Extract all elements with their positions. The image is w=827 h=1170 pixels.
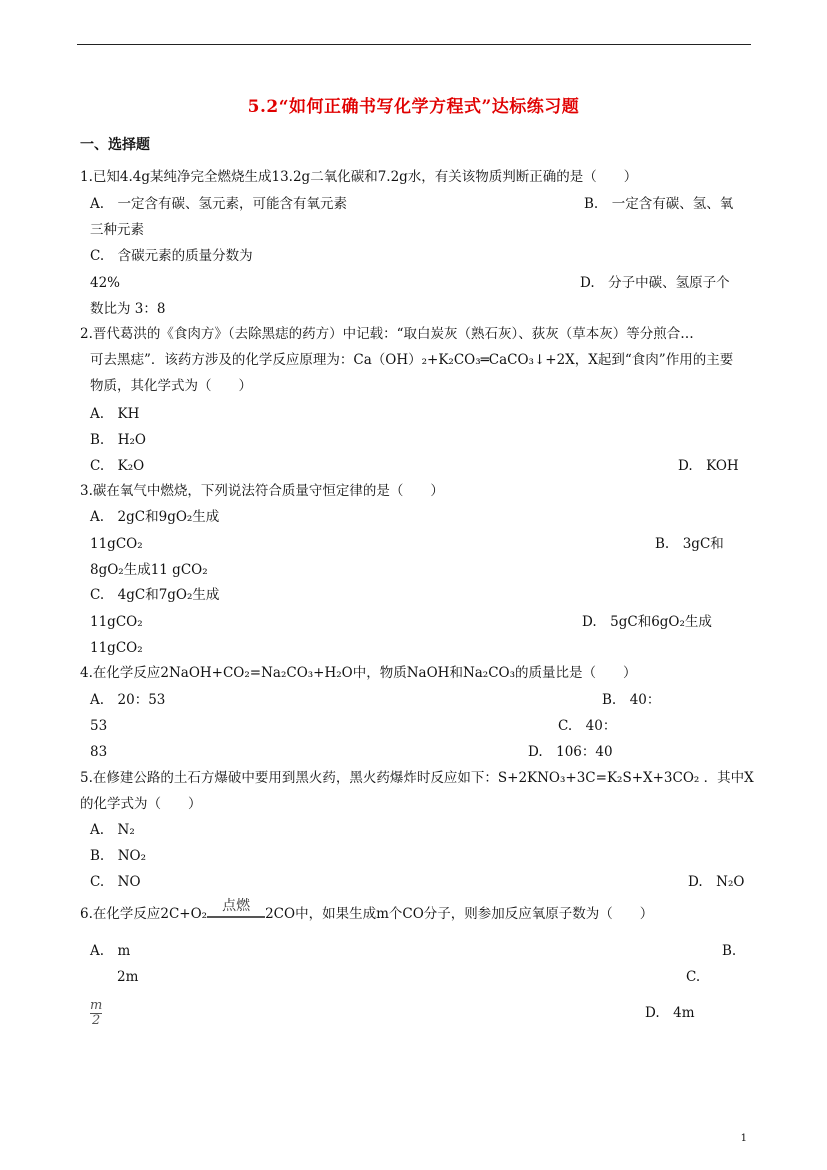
q3-option-a: A. 2gC和9gO₂生成 <box>90 509 220 525</box>
q4-option-b: B. 40： <box>602 692 661 708</box>
q6-option-b: 2m <box>117 969 139 985</box>
q1-option-a: A. 一定含有碳、氢元素，可能含有氧元素 <box>90 196 348 212</box>
fraction-numerator: m <box>90 998 103 1013</box>
question-4: 4.在化学反应2NaOH+CO₂=Na₂CO₃+H₂O中，物质NaOH和Na₂CO₃的质量比是（ ） <box>80 665 637 681</box>
page-number: 1 <box>740 1133 747 1144</box>
q4-option-c-cont: 83 <box>90 744 108 760</box>
q4-option-c: C. 40： <box>558 718 617 734</box>
header-rule <box>77 44 751 45</box>
q1-option-c-cont: 42% <box>90 275 121 291</box>
q3-option-c: C. 4gC和7gO₂生成 <box>90 587 220 603</box>
q2-option-b: B. H₂O <box>90 432 146 448</box>
q1-option-d-cont: 数比为 3：8 <box>90 301 166 317</box>
q6-option-a: A. m <box>90 943 131 959</box>
question-5: 5.在修建公路的土石方爆破中要用到黑火药，黑火药爆炸时反应如下：S+2KNO₃+3C=K₂S+X+3CO₂ ．其中X <box>80 770 754 786</box>
q6-prefix: 6.在化学反应2C+O₂ <box>80 906 208 922</box>
reaction-arrow <box>207 897 265 922</box>
reaction-condition: 点燃 <box>222 897 251 914</box>
q2-option-d: D. KOH <box>678 458 739 474</box>
q1-option-c: C. 含碳元素的质量分数为 <box>90 248 253 264</box>
q3-option-b-cont: 8gO₂生成11 gCO₂ <box>90 562 208 578</box>
q3-option-a-cont: 11gCO₂ <box>90 536 143 552</box>
q6-option-d: D. 4m <box>645 1005 695 1021</box>
q4-option-d: D. 106：40 <box>528 744 613 760</box>
question-2-line-2: 可去黑痣”．该药方涉及的化学反应原理为：Ca（OH）₂+K₂CO₃═CaCO₃↓+2X，X起到“食肉”作用的主要 <box>90 352 734 368</box>
section-heading: 一、选择题 <box>80 137 150 153</box>
q6-suffix: 2CO中，如果生成m个CO分子，则参加反应氧原子数为（ ） <box>265 906 654 922</box>
q1-option-d: D. 分子中碳、氢原子个 <box>580 275 730 291</box>
q1-option-b-cont: 三种元素 <box>90 222 144 238</box>
q5-option-b: B. NO₂ <box>90 848 147 864</box>
q5-option-c: C. NO <box>90 874 141 890</box>
q2-option-c: C. K₂O <box>90 458 145 474</box>
q3-option-d-cont: 11gCO₂ <box>90 640 143 656</box>
question-3: 3.碳在氧气中燃烧，下列说法符合质量守恒定律的是（ ） <box>80 483 444 499</box>
question-2-line-3: 物质，其化学式为（ ） <box>90 378 252 394</box>
q1-option-b: B. 一定含有碳、氢、氧 <box>584 196 734 212</box>
q2-option-a: A. KH <box>90 406 140 422</box>
q5-option-a: A. N₂ <box>90 822 135 838</box>
q6-option-b-label: B. <box>722 943 737 959</box>
question-5-line-2: 的化学式为（ ） <box>80 796 202 812</box>
page-title: 5.2“如何正确书写化学方程式”达标练习题 <box>247 97 580 117</box>
q3-option-c-cont: 11gCO₂ <box>90 614 143 630</box>
question-6 <box>80 897 654 924</box>
q5-option-d: D. N₂O <box>688 874 745 890</box>
q3-option-b: B. 3gC和 <box>655 536 724 552</box>
q4-option-b-cont: 53 <box>90 718 108 734</box>
q4-option-a: A. 20：53 <box>90 692 166 708</box>
question-1: 1.已知4.4g某纯净完全燃烧生成13.2g二氧化碳和7.2g水，有关该物质判断正确的是（ ） <box>80 169 638 185</box>
q6-option-c-fraction <box>90 1000 102 1027</box>
q3-option-d: D. 5gC和6gO₂生成 <box>582 614 712 630</box>
question-2: 2.晋代葛洪的《食肉方》（去除黑痣的药方）中记载：“取白炭灰（熟石灰）、荻灰（草本灰）等分煎合… <box>80 326 694 342</box>
fraction-denominator: 2 <box>92 1013 101 1028</box>
q6-option-c-label: C. <box>686 969 701 985</box>
